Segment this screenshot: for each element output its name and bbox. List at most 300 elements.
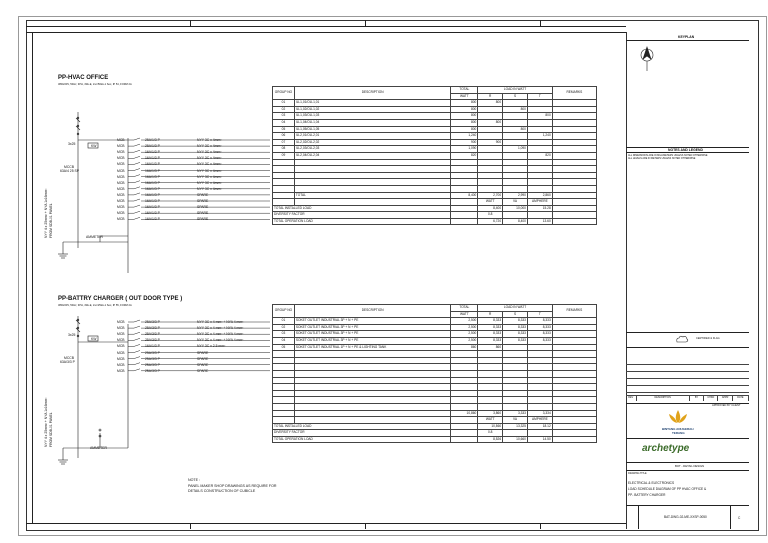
total-watt-cell (451, 384, 478, 391)
total-watt-cell (451, 159, 478, 166)
table-row (273, 331, 597, 338)
total-watt-cell (451, 397, 478, 404)
tb-line (638, 505, 639, 529)
notes-title: NOTES AND LEGEND (668, 147, 703, 152)
load-r-cell (478, 113, 503, 120)
load-t-cell: 8,333 (527, 318, 552, 325)
battery-hdr-s: S (513, 311, 517, 316)
diversity-row (273, 430, 597, 437)
remarks-cell (552, 185, 596, 192)
load-t-cell: 1,240 (527, 133, 552, 140)
branch-breaker-type: MCB (117, 180, 125, 185)
revision-row (626, 385, 749, 392)
remarks-cell (552, 146, 596, 153)
remarks-cell (552, 113, 596, 120)
load-t-cell (527, 403, 552, 410)
grid-tick (190, 20, 191, 26)
load-t-cell (527, 139, 552, 146)
table-row (273, 357, 597, 364)
group-no-cell: 05 (273, 344, 295, 351)
branch-cable: SPARE (197, 192, 209, 197)
branch-breaker-type: MCB (117, 138, 125, 142)
load-r-cell (478, 133, 503, 140)
load-t-cell (527, 159, 552, 166)
branch-breaker-type: MCB (117, 338, 125, 343)
branch-cable: NYY 3C x 4mm² (197, 156, 222, 161)
breaker-symbol (134, 332, 140, 334)
branch-rating: 16A/1/3 P (145, 217, 160, 222)
load-s-cell (503, 384, 528, 391)
breaker-symbol (134, 344, 140, 346)
unit-cell: WATT (478, 199, 503, 206)
total-watt-cell (451, 357, 478, 364)
drawing-number: BAT-DWG-02-ME-XXSP-0050 (664, 515, 707, 519)
branch-breaker-type: MCB (117, 186, 125, 191)
breaker-symbol (134, 363, 140, 365)
remarks-cell (552, 397, 596, 404)
note-line-1: PANEL MAKER SHOP DRAWINGS AS REQUIRE FOR (188, 484, 277, 488)
project-line-1: ELECTRICAL & ELECTRONICS (628, 481, 675, 485)
total-watt-cell: 800 (451, 100, 478, 107)
operation-label-cell: TOTAL OPERATION LOAD (273, 218, 451, 225)
breaker-symbol (134, 326, 140, 328)
battery-hdr-remarks: REMARKS (566, 308, 583, 313)
group-no-cell: 09 (273, 152, 295, 159)
operation-va-cell: 8,400 (503, 218, 528, 225)
table-cell (273, 192, 295, 199)
breaker-symbol (134, 357, 140, 359)
group-no-cell (273, 390, 295, 397)
table-row (273, 390, 597, 397)
description-cell (294, 390, 450, 397)
branch-cable: SPARE (197, 211, 209, 216)
breaker-symbol (134, 187, 140, 189)
breaker-symbol (134, 144, 140, 146)
revision-header-cell: DESCRIPTION (637, 395, 690, 401)
description-cell: IU-2,02/OU-2,02 (294, 139, 450, 146)
units-row (273, 417, 597, 424)
installed-watt-cell: 8,400 (478, 205, 503, 212)
table-cell (451, 436, 478, 443)
load-s-cell: 3,333 (503, 410, 528, 417)
remarks-cell (552, 390, 596, 397)
remarks-cell (552, 179, 596, 186)
branch-cable: NYY 3C x 4 mm² + NYA 4 mm² (197, 326, 244, 331)
load-s-cell (503, 351, 528, 358)
load-t-cell (527, 106, 552, 113)
branch-rating: 25A/3/3 P (145, 356, 160, 361)
table-cell (451, 199, 478, 206)
table-row (273, 364, 597, 371)
branch-breaker-type: MCB (117, 320, 125, 324)
branch-rating: 16A/1/3 P (145, 186, 160, 191)
load-s-cell (503, 152, 528, 159)
remarks-cell (552, 126, 596, 133)
load-s-cell (503, 364, 528, 371)
load-t-cell (527, 344, 552, 351)
group-no-cell (273, 179, 295, 186)
remarks-cell (552, 331, 596, 338)
breaker-symbol (134, 217, 140, 219)
remarks-cell (552, 106, 596, 113)
description-cell (294, 159, 450, 166)
branch-rating: 16A/1/3 P (145, 192, 160, 197)
description-cell (294, 179, 450, 186)
load-t-cell (527, 179, 552, 186)
drawing-frame-top (26, 32, 626, 33)
branch-breaker-type: MCB (117, 144, 125, 149)
battery-incomer-rating: 3x25 (68, 333, 76, 337)
remarks-cell (552, 172, 596, 179)
hvac-cable-label: NYY 4 x 25mm² + NYA 1x16mm² (44, 188, 48, 238)
installed-label-cell: TOTAL INSTALLED LOAD (273, 423, 451, 430)
group-no-cell: 02 (273, 324, 295, 331)
drawing-status: BOT - DETAIL DESIGN (675, 464, 705, 468)
table-cell (451, 423, 478, 430)
hvac-meter-label: KW (91, 144, 97, 148)
remarks-cell (552, 377, 596, 384)
unit-cell: VA (503, 417, 528, 424)
remarks-cell (552, 212, 596, 219)
load-s-cell: 1,090 (503, 146, 528, 153)
remarks-cell (552, 218, 596, 225)
hvac-hdr-total: TOTAL (459, 87, 470, 91)
breaker-symbol (134, 193, 140, 195)
total-watt-cell: 1,240 (451, 133, 478, 140)
table-row (273, 146, 597, 153)
load-r-cell (478, 390, 503, 397)
operation-row (273, 218, 597, 225)
branch-breaker-type: MCB (117, 156, 125, 161)
hvac-hdr-t: T (538, 93, 541, 98)
load-t-cell (527, 172, 552, 179)
branch-breaker-type: MCB (117, 174, 125, 179)
remarks-cell (552, 337, 596, 344)
diversity-label-cell: DIVERSITY FACTOR (273, 212, 451, 219)
total-watt-cell: 860 (451, 344, 478, 351)
remarks-cell (552, 357, 596, 364)
hvac-source-label: FROM SDB-01 PANEL (49, 203, 53, 238)
total-watt-cell: 10,860 (451, 410, 478, 417)
table-row (273, 324, 597, 331)
branch-rating: 25A/3/3 P (145, 320, 160, 324)
branch-rating: 16A/1/3 P (145, 150, 160, 155)
group-no-cell (273, 364, 295, 371)
branch-cable: SPARE (197, 350, 209, 355)
load-s-cell (503, 377, 528, 384)
description-cell (294, 351, 450, 358)
tb-line (626, 152, 749, 153)
branch-rating: 25A/3/3 P (145, 362, 160, 367)
load-t-cell (527, 364, 552, 371)
remarks-cell (552, 166, 596, 173)
load-s-cell (503, 119, 528, 126)
hvac-panel-subtitle: 380/220V, 50Hz, 3PH, 4W+E, Icu=50kA-1 Sec, IP 54, FORM 2A (58, 83, 132, 86)
load-r-cell (478, 357, 503, 364)
table-row (273, 172, 597, 179)
load-r-cell (478, 179, 503, 186)
revision-header-cell: BY (690, 395, 704, 401)
group-no-cell (273, 351, 295, 358)
revision-header-cell: DATE (733, 395, 749, 401)
approved-label: APPROVED BY CLIENT (712, 404, 741, 407)
table-row (273, 377, 597, 384)
battery-hdr-load: LOAD IN WATT (503, 305, 527, 309)
branch-cable: NYY 3C x 4 mm² + NYA 4 mm² (197, 338, 244, 343)
diversity-row (273, 212, 597, 219)
hvac-hdr-r: R (489, 93, 492, 98)
remarks-cell (552, 417, 596, 424)
branch-cable: SPARE (197, 199, 209, 203)
branch-rating: 16A/1/3 P (145, 156, 160, 161)
branch-breaker-type: MCB (117, 205, 125, 210)
project-line-2: LOAD SCHEDULE DIAGRAM OF PP HVAC OFFICE & (628, 487, 707, 491)
total-label-cell (294, 410, 450, 417)
table-row (273, 106, 597, 113)
revision-header-cell: APPR (718, 395, 732, 401)
description-cell: IU-1,02/OU-1,02 (294, 106, 450, 113)
branch-breaker-type: MCB (117, 368, 125, 373)
table-cell (527, 212, 552, 219)
total-watt-cell (451, 370, 478, 377)
load-s-cell (503, 133, 528, 140)
branch-breaker-type: MCB (117, 199, 125, 203)
total-watt-cell (451, 377, 478, 384)
load-r-cell (478, 185, 503, 192)
tb-line (626, 332, 749, 333)
battery-hdr-watt: WATT (459, 311, 469, 316)
installed-va-cell: 10,000 (503, 205, 528, 212)
table-row (273, 397, 597, 404)
description-cell: IU-2,03/OU-2,03 (294, 146, 450, 153)
load-r-cell: 800 (478, 100, 503, 107)
branch-rating: 25A/3/3 P (145, 332, 160, 337)
description-cell (294, 384, 450, 391)
table-cell (503, 430, 528, 437)
group-no-cell (273, 172, 295, 179)
description-cell (294, 166, 450, 173)
installed-watt-cell: 10,860 (478, 423, 503, 430)
load-s-cell (503, 357, 528, 364)
hvac-incomer-rating: 3x25 (68, 142, 76, 146)
table-cell (273, 410, 295, 417)
load-t-cell (527, 384, 552, 391)
remarks-cell (552, 100, 596, 107)
total-watt-cell: 800 (451, 106, 478, 113)
total-watt-cell (451, 172, 478, 179)
total-watt-cell: 8,400 (451, 192, 478, 199)
revision-row (626, 378, 749, 385)
group-no-cell: 03 (273, 113, 295, 120)
load-r-cell (478, 384, 503, 391)
remarks-cell (552, 324, 596, 331)
total-watt-cell: 900 (451, 139, 478, 146)
description-cell (294, 370, 450, 377)
operation-va-cell: 10,660 (503, 436, 528, 443)
load-r-cell: 8,333 (478, 324, 503, 331)
group-no-cell (273, 377, 295, 384)
remarks-cell (552, 199, 596, 206)
branch-rating: 25A/3/3 P (145, 326, 160, 331)
unit-cell: AMPHERE (527, 199, 552, 206)
description-cell: IU-1,01/OU-1,01 (294, 100, 450, 107)
top-grid-line (26, 26, 626, 27)
operation-amp-cell: 14.50 (527, 436, 552, 443)
battery-load-table (272, 304, 597, 443)
description-cell (294, 172, 450, 179)
load-t-cell: 800 (527, 113, 552, 120)
branch-rating: 25A/1/3 P (145, 144, 160, 149)
group-no-cell: 07 (273, 139, 295, 146)
load-s-cell (503, 370, 528, 377)
load-t-cell: 3,334 (527, 410, 552, 417)
hvac-panel-title: PP-HVAC OFFICE (58, 75, 109, 81)
tb-line (626, 470, 749, 471)
remarks-cell (552, 192, 596, 199)
breaker-symbol (134, 175, 140, 177)
installed-amp-cell: 15.28 (527, 205, 552, 212)
description-cell: IU-2,01/OU-2,01 (294, 133, 450, 140)
table-cell (294, 417, 450, 424)
load-r-cell (478, 106, 503, 113)
total-watt-cell (451, 166, 478, 173)
tb-line (730, 505, 731, 529)
revision-number: C (738, 516, 741, 520)
load-r-cell (478, 166, 503, 173)
installed-row (273, 205, 597, 212)
table-row (273, 370, 597, 377)
grid-tick (540, 20, 541, 26)
branch-cable: NYY 3C x 4mm² (197, 162, 222, 167)
load-r-cell (478, 126, 503, 133)
breaker-symbol (134, 369, 140, 371)
note-label: NOTE : (188, 478, 200, 482)
battery-cable-label: NYY 4 x 25mm² + NYA 1x16mm² (44, 397, 48, 447)
load-t-cell (527, 119, 552, 126)
total-watt-cell: 2,500 (451, 337, 478, 344)
battery-hdr-group: GROUP NO (274, 308, 293, 313)
load-r-cell (478, 370, 503, 377)
grid-tick (190, 523, 191, 529)
total-watt-cell: 800 (451, 113, 478, 120)
table-cell (294, 199, 450, 206)
branch-rating: 25A/1/3 P (145, 138, 160, 142)
breaker-symbol (134, 169, 140, 171)
group-no-cell: 08 (273, 146, 295, 153)
load-t-cell: 8,333 (527, 331, 552, 338)
group-no-cell: 05 (273, 126, 295, 133)
load-s-cell: 8,333 (503, 331, 528, 338)
remarks-cell (552, 384, 596, 391)
branch-rating: 16A/1/3 P (145, 205, 160, 210)
branch-cable: NYY 3C x 4mm² (197, 150, 222, 155)
branch-breaker-type: MCB (117, 217, 125, 222)
load-r-cell: 8,333 (478, 318, 503, 325)
load-s-cell (503, 159, 528, 166)
load-r-cell: 2,700 (478, 192, 503, 199)
load-r-cell: 900 (478, 139, 503, 146)
table-row (273, 152, 597, 159)
group-no-cell (273, 384, 295, 391)
group-no-cell: 06 (273, 133, 295, 140)
branch-cable: NYY 3C x 4mm² (197, 144, 222, 149)
table-row (273, 351, 597, 358)
battery-panel-subtitle: 380/220V, 50Hz, 3PH, 4W+E, Icu=25kA-1 Sec, IP 55, FORM 2A (58, 304, 132, 307)
branch-rating: 16A/1/3 P (145, 211, 160, 216)
installed-va-cell: 13,325 (503, 423, 528, 430)
total-row (273, 192, 597, 199)
table-cell (503, 212, 528, 219)
revision-header-cell: CHKD (704, 395, 718, 401)
total-watt-cell (451, 179, 478, 186)
load-t-cell: 8,333 (527, 324, 552, 331)
remarks-cell (552, 344, 596, 351)
branch-rating: 16A/1/3 P (145, 344, 160, 349)
stamp-label: CERTIFIED & FLAG (696, 337, 720, 340)
group-no-cell (273, 397, 295, 404)
table-row (273, 185, 597, 192)
table-cell (451, 430, 478, 437)
description-cell: SOKET OUTLET INDUSTRIAL 3P + N + PE (294, 318, 450, 325)
remarks-cell (552, 423, 596, 430)
load-s-cell: 800 (503, 126, 528, 133)
breaker-symbol (134, 156, 140, 158)
table-row (273, 166, 597, 173)
load-r-cell: 3,860 (478, 410, 503, 417)
load-t-cell (527, 370, 552, 377)
branch-cable: SPARE (197, 356, 209, 361)
breaker-symbol (134, 351, 140, 353)
load-s-cell (503, 397, 528, 404)
breaker-symbol (134, 162, 140, 164)
remarks-cell (552, 430, 596, 437)
operation-row (273, 436, 597, 443)
load-t-cell (527, 377, 552, 384)
total-row (273, 410, 597, 417)
branch-breaker-type: MCB (117, 150, 125, 155)
load-r-cell (478, 364, 503, 371)
group-no-cell (273, 370, 295, 377)
tb-line (626, 40, 749, 41)
branch-breaker-type: MCB (117, 362, 125, 367)
grid-tick (540, 523, 541, 529)
diversity-value-cell: 0.8 (478, 430, 503, 437)
diversity-value-cell: 0.8 (478, 212, 503, 219)
description-cell: IU-1,04/OU-1,04 (294, 119, 450, 126)
hvac-ammeter-label: AMMETER (86, 235, 103, 239)
breaker-symbol (134, 138, 140, 140)
total-watt-cell: 1,090 (451, 146, 478, 153)
load-s-cell: 8,333 (503, 318, 528, 325)
branch-cable: NYY 3C x 4mm² (197, 168, 222, 173)
description-cell (294, 377, 450, 384)
table-row (273, 126, 597, 133)
branch-rating: 25A/3/3 P (145, 338, 160, 343)
table-row (273, 100, 597, 107)
load-r-cell (478, 351, 503, 358)
group-no-cell (273, 185, 295, 192)
branch-breaker-type: MCB (117, 211, 125, 216)
load-s-cell (503, 344, 528, 351)
total-label-cell: TOTAL (294, 192, 450, 199)
battery-hdr-t: T (538, 311, 541, 316)
battery-ammeter-label: AMMETER (90, 446, 107, 450)
total-watt-cell (451, 390, 478, 397)
branch-breaker-type: MCB (117, 350, 125, 355)
group-no-cell (273, 159, 295, 166)
description-cell: SOKET OUTLET INDUSTRIAL 3P + N + PE (294, 324, 450, 331)
battery-hdr-desc: DESCRIPTION (361, 308, 384, 313)
